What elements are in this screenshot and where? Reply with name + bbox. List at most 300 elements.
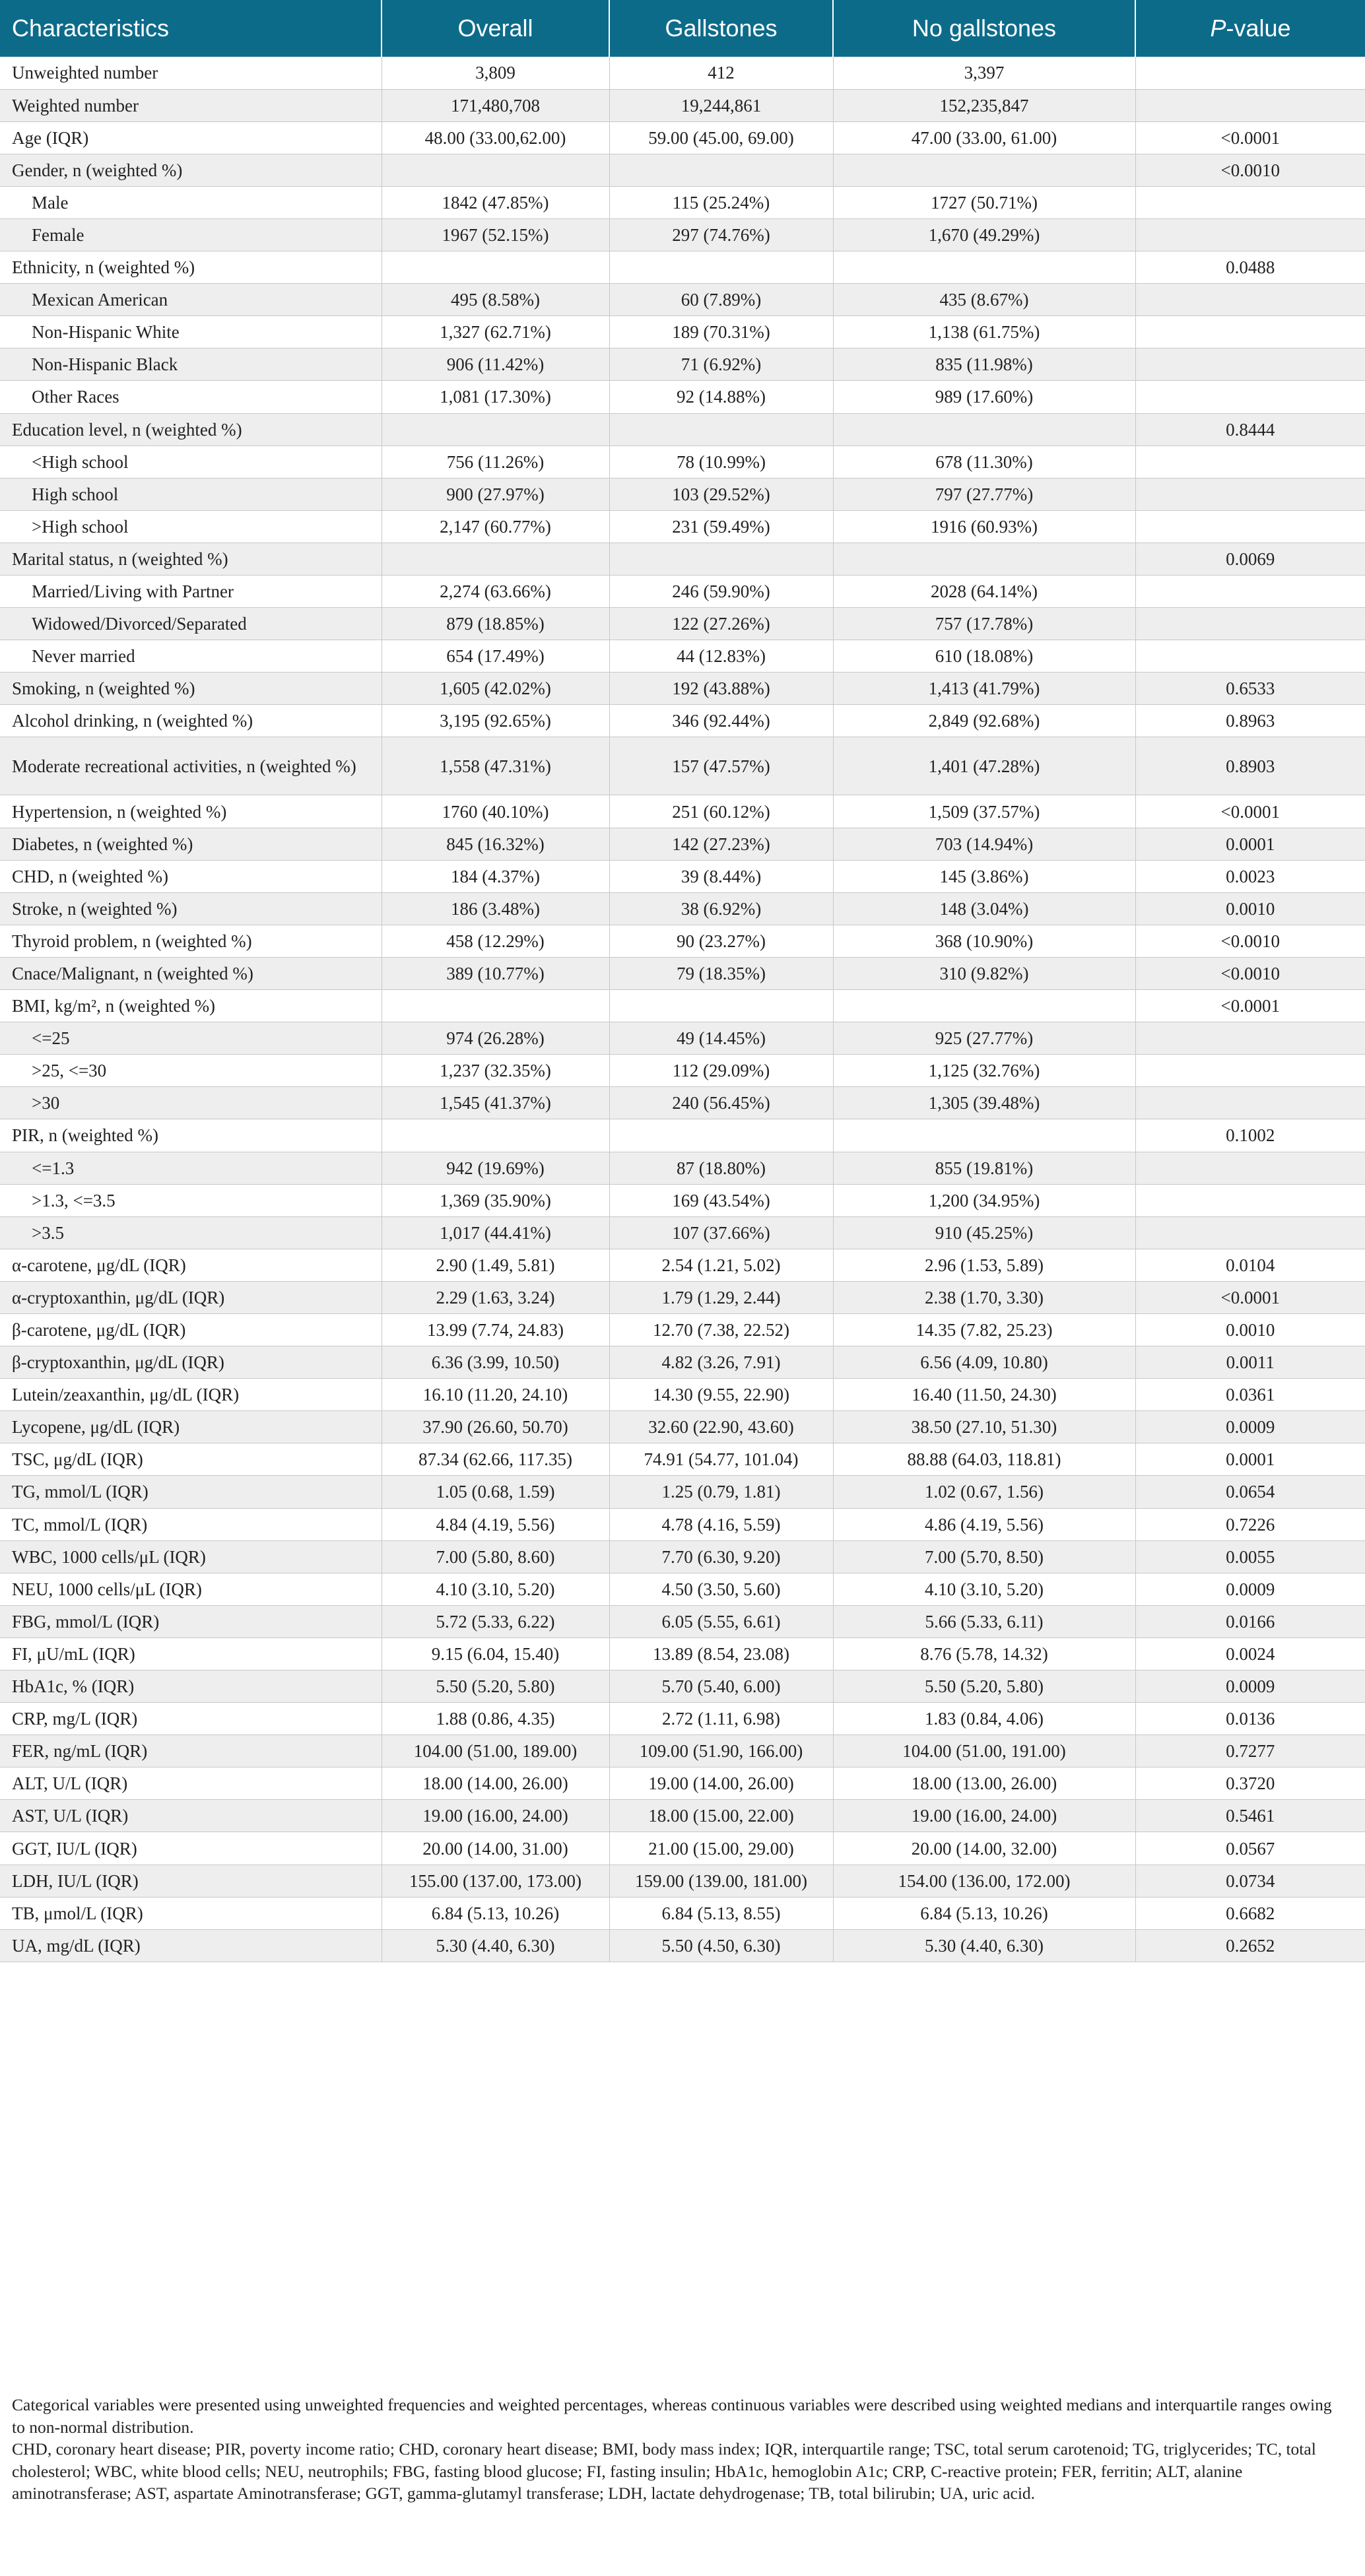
cell-gallstones: 7.70 (6.30, 9.20)	[609, 1540, 833, 1573]
cell-gallstones	[609, 413, 833, 446]
table-row	[0, 673, 1365, 705]
table-row	[0, 218, 1365, 251]
row-label: Thyroid problem, n (weighted %)	[0, 925, 382, 957]
header-p-value	[1135, 0, 1365, 57]
cell-no-gallstones: 1,305 (39.48%)	[833, 1087, 1135, 1119]
cell-p-value: <0.0001	[1135, 990, 1365, 1022]
cell-p-value	[1135, 1087, 1365, 1119]
cell-p-value: 0.2652	[1135, 1929, 1365, 1962]
row-label: Female	[0, 218, 382, 251]
table-row	[0, 413, 1365, 446]
row-label: Unweighted number	[0, 57, 382, 89]
cell-p-value: 0.0567	[1135, 1832, 1365, 1865]
row-label: FER, ng/mL (IQR)	[0, 1735, 382, 1767]
table-row	[0, 1605, 1365, 1637]
cell-gallstones: 38 (6.92%)	[609, 892, 833, 925]
cell-no-gallstones: 1,670 (49.29%)	[833, 218, 1135, 251]
cell-p-value	[1135, 316, 1365, 348]
cell-overall: 37.90 (26.60, 50.70)	[382, 1411, 609, 1443]
table-row	[0, 860, 1365, 892]
row-label: Lutein/zeaxanthin, μg/dL (IQR)	[0, 1379, 382, 1411]
cell-p-value	[1135, 640, 1365, 673]
cell-no-gallstones: 797 (27.77%)	[833, 478, 1135, 510]
cell-p-value	[1135, 1184, 1365, 1216]
cell-p-value: 0.0488	[1135, 251, 1365, 284]
table-row	[0, 121, 1365, 154]
cell-overall: 18.00 (14.00, 26.00)	[382, 1767, 609, 1800]
row-label: CHD, n (weighted %)	[0, 860, 382, 892]
cell-no-gallstones: 16.40 (11.50, 24.30)	[833, 1379, 1135, 1411]
cell-p-value: 0.0654	[1135, 1476, 1365, 1508]
cell-no-gallstones	[833, 1119, 1135, 1152]
header-characteristics: Characteristics	[0, 0, 382, 57]
row-label: ALT, U/L (IQR)	[0, 1767, 382, 1800]
cell-overall: 87.34 (62.66, 117.35)	[382, 1443, 609, 1476]
header-row	[0, 0, 1365, 57]
cell-no-gallstones: 610 (18.08%)	[833, 640, 1135, 673]
cell-gallstones: 21.00 (15.00, 29.00)	[609, 1832, 833, 1865]
cell-p-value: 0.8903	[1135, 737, 1365, 795]
cell-overall: 458 (12.29%)	[382, 925, 609, 957]
table-row	[0, 1800, 1365, 1832]
table-row	[0, 640, 1365, 673]
cell-no-gallstones: 145 (3.86%)	[833, 860, 1135, 892]
cell-no-gallstones: 1,413 (41.79%)	[833, 673, 1135, 705]
cell-overall: 7.00 (5.80, 8.60)	[382, 1540, 609, 1573]
table-row	[0, 1346, 1365, 1379]
row-label: Lycopene, μg/dL (IQR)	[0, 1411, 382, 1443]
row-label: Stroke, n (weighted %)	[0, 892, 382, 925]
cell-p-value	[1135, 57, 1365, 89]
table-row	[0, 1022, 1365, 1055]
cell-gallstones: 109.00 (51.90, 166.00)	[609, 1735, 833, 1767]
row-label: Gender, n (weighted %)	[0, 154, 382, 186]
cell-overall: 1842 (47.85%)	[382, 186, 609, 218]
cell-p-value: 0.0009	[1135, 1411, 1365, 1443]
row-label: FI, μU/mL (IQR)	[0, 1637, 382, 1670]
cell-no-gallstones: 4.86 (4.19, 5.56)	[833, 1508, 1135, 1540]
table-row	[0, 89, 1365, 121]
cell-no-gallstones: 1727 (50.71%)	[833, 186, 1135, 218]
table-row	[0, 1119, 1365, 1152]
cell-no-gallstones: 855 (19.81%)	[833, 1152, 1135, 1184]
cell-no-gallstones: 1,509 (37.57%)	[833, 795, 1135, 828]
cell-overall: 1.05 (0.68, 1.59)	[382, 1476, 609, 1508]
cell-no-gallstones: 925 (27.77%)	[833, 1022, 1135, 1055]
cell-gallstones: 74.91 (54.77, 101.04)	[609, 1443, 833, 1476]
cell-no-gallstones: 6.56 (4.09, 10.80)	[833, 1346, 1135, 1379]
table-row	[0, 828, 1365, 860]
cell-no-gallstones: 47.00 (33.00, 61.00)	[833, 121, 1135, 154]
cell-overall	[382, 990, 609, 1022]
cell-p-value: 0.6682	[1135, 1897, 1365, 1929]
cell-gallstones: 39 (8.44%)	[609, 860, 833, 892]
cell-gallstones: 412	[609, 57, 833, 89]
cell-overall: 1,558 (47.31%)	[382, 737, 609, 795]
table-row	[0, 1573, 1365, 1605]
cell-no-gallstones: 5.50 (5.20, 5.80)	[833, 1670, 1135, 1703]
cell-no-gallstones	[833, 413, 1135, 446]
row-label: Male	[0, 186, 382, 218]
row-label: Hypertension, n (weighted %)	[0, 795, 382, 828]
cell-p-value	[1135, 510, 1365, 543]
cell-overall: 155.00 (137.00, 173.00)	[382, 1865, 609, 1897]
table-row	[0, 1508, 1365, 1540]
row-label: Smoking, n (weighted %)	[0, 673, 382, 705]
row-label: TSC, μg/dL (IQR)	[0, 1443, 382, 1476]
table-row	[0, 1216, 1365, 1249]
cell-p-value	[1135, 381, 1365, 413]
cell-no-gallstones	[833, 251, 1135, 284]
cell-p-value: 0.0166	[1135, 1605, 1365, 1637]
cell-overall: 1,369 (35.90%)	[382, 1184, 609, 1216]
row-label: β-carotene, μg/dL (IQR)	[0, 1313, 382, 1346]
cell-no-gallstones: 1916 (60.93%)	[833, 510, 1135, 543]
cell-no-gallstones: 5.30 (4.40, 6.30)	[833, 1929, 1135, 1962]
cell-gallstones: 87 (18.80%)	[609, 1152, 833, 1184]
cell-p-value: <0.0001	[1135, 795, 1365, 828]
cell-no-gallstones: 1,138 (61.75%)	[833, 316, 1135, 348]
cell-p-value	[1135, 284, 1365, 316]
cell-p-value	[1135, 1152, 1365, 1184]
cell-p-value: 0.0009	[1135, 1670, 1365, 1703]
cell-no-gallstones: 8.76 (5.78, 14.32)	[833, 1637, 1135, 1670]
table-row	[0, 1897, 1365, 1929]
table-row	[0, 925, 1365, 957]
cell-p-value: 0.0023	[1135, 860, 1365, 892]
table-row	[0, 1832, 1365, 1865]
footnote-abbreviations: CHD, coronary heart disease; PIR, poverty income ratio; CHD, coronary heart disease; BMI, body mass index; IQR, interquartile range; TSC, total serum carotenoid; TG, triglycerides; TC, total cholesterol; WBC, white blood cells; NEU, neutrophils; FBG, fasting blood glucose; FI, fasting insulin; HbA1c, hemoglobin A1c; CRP, C-reactive protein; FER, ferritin; ALT, alanine aminotransferase; AST, aspartate Aminotransferase; GGT, gamma-glutamyl transferase; LDH, lactate dehydrogenase; TB, total bilirubin; UA, uric acid.	[12, 2439, 1316, 2503]
table-row	[0, 1476, 1365, 1508]
cell-p-value: 0.0104	[1135, 1249, 1365, 1281]
cell-p-value	[1135, 608, 1365, 640]
row-label: Ethnicity, n (weighted %)	[0, 251, 382, 284]
cell-overall: 900 (27.97%)	[382, 478, 609, 510]
cell-p-value	[1135, 478, 1365, 510]
cell-no-gallstones: 18.00 (13.00, 26.00)	[833, 1767, 1135, 1800]
row-label: >High school	[0, 510, 382, 543]
cell-no-gallstones: 14.35 (7.82, 25.23)	[833, 1313, 1135, 1346]
table-row	[0, 154, 1365, 186]
row-label: TC, mmol/L (IQR)	[0, 1508, 382, 1540]
cell-no-gallstones: 154.00 (136.00, 172.00)	[833, 1865, 1135, 1897]
row-label: NEU, 1000 cells/μL (IQR)	[0, 1573, 382, 1605]
cell-p-value	[1135, 186, 1365, 218]
cell-overall: 1,327 (62.71%)	[382, 316, 609, 348]
cell-gallstones: 1.25 (0.79, 1.81)	[609, 1476, 833, 1508]
cell-overall: 9.15 (6.04, 15.40)	[382, 1637, 609, 1670]
cell-gallstones: 1.79 (1.29, 2.44)	[609, 1281, 833, 1313]
cell-gallstones: 189 (70.31%)	[609, 316, 833, 348]
cell-no-gallstones: 88.88 (64.03, 118.81)	[833, 1443, 1135, 1476]
cell-gallstones	[609, 1119, 833, 1152]
cell-overall: 1,545 (41.37%)	[382, 1087, 609, 1119]
row-label: WBC, 1000 cells/μL (IQR)	[0, 1540, 382, 1573]
cell-gallstones: 251 (60.12%)	[609, 795, 833, 828]
cell-overall	[382, 251, 609, 284]
cell-p-value: 0.3720	[1135, 1767, 1365, 1800]
cell-gallstones	[609, 154, 833, 186]
cell-gallstones	[609, 990, 833, 1022]
cell-overall: 5.50 (5.20, 5.80)	[382, 1670, 609, 1703]
row-label: Alcohol drinking, n (weighted %)	[0, 705, 382, 737]
table-row	[0, 1540, 1365, 1573]
cell-no-gallstones: 19.00 (16.00, 24.00)	[833, 1800, 1135, 1832]
cell-gallstones: 6.05 (5.55, 6.61)	[609, 1605, 833, 1637]
cell-gallstones: 32.60 (22.90, 43.60)	[609, 1411, 833, 1443]
cell-gallstones: 44 (12.83%)	[609, 640, 833, 673]
table-row	[0, 446, 1365, 478]
cell-overall: 13.99 (7.74, 24.83)	[382, 1313, 609, 1346]
cell-gallstones: 246 (59.90%)	[609, 576, 833, 608]
cell-gallstones: 12.70 (7.38, 22.52)	[609, 1313, 833, 1346]
cell-p-value	[1135, 218, 1365, 251]
table-row	[0, 57, 1365, 89]
cell-no-gallstones: 368 (10.90%)	[833, 925, 1135, 957]
row-label: >30	[0, 1087, 382, 1119]
row-label: β-cryptoxanthin, μg/dL (IQR)	[0, 1346, 382, 1379]
table-row	[0, 737, 1365, 795]
table-row	[0, 1313, 1365, 1346]
table-row	[0, 957, 1365, 989]
cell-gallstones: 78 (10.99%)	[609, 446, 833, 478]
cell-no-gallstones: 148 (3.04%)	[833, 892, 1135, 925]
cell-overall	[382, 543, 609, 575]
cell-gallstones: 6.84 (5.13, 8.55)	[609, 1897, 833, 1929]
cell-overall: 879 (18.85%)	[382, 608, 609, 640]
cell-gallstones: 13.89 (8.54, 23.08)	[609, 1637, 833, 1670]
cell-overall	[382, 154, 609, 186]
cell-overall: 1,237 (32.35%)	[382, 1055, 609, 1087]
cell-gallstones	[609, 251, 833, 284]
cell-gallstones: 115 (25.24%)	[609, 186, 833, 218]
cell-p-value	[1135, 89, 1365, 121]
table-row	[0, 892, 1365, 925]
cell-gallstones: 2.54 (1.21, 5.02)	[609, 1249, 833, 1281]
cell-no-gallstones: 7.00 (5.70, 8.50)	[833, 1540, 1135, 1573]
cell-overall: 1,017 (44.41%)	[382, 1216, 609, 1249]
cell-no-gallstones: 757 (17.78%)	[833, 608, 1135, 640]
cell-gallstones: 4.82 (3.26, 7.91)	[609, 1346, 833, 1379]
row-label: α-cryptoxanthin, μg/dL (IQR)	[0, 1281, 382, 1313]
cell-overall: 48.00 (33.00,62.00)	[382, 121, 609, 154]
row-label: PIR, n (weighted %)	[0, 1119, 382, 1152]
table-row	[0, 608, 1365, 640]
header-p-letter: P	[1210, 15, 1226, 42]
cell-p-value: 0.5461	[1135, 1800, 1365, 1832]
cell-p-value	[1135, 348, 1365, 381]
cell-gallstones: 71 (6.92%)	[609, 348, 833, 381]
table-row	[0, 795, 1365, 828]
cell-overall: 495 (8.58%)	[382, 284, 609, 316]
table-row	[0, 478, 1365, 510]
cell-gallstones: 240 (56.45%)	[609, 1087, 833, 1119]
table-row	[0, 1055, 1365, 1087]
row-label: FBG, mmol/L (IQR)	[0, 1605, 382, 1637]
header-overall: Overall	[382, 0, 609, 57]
cell-p-value: <0.0001	[1135, 1281, 1365, 1313]
cell-overall: 756 (11.26%)	[382, 446, 609, 478]
cell-gallstones: 231 (59.49%)	[609, 510, 833, 543]
cell-gallstones: 59.00 (45.00, 69.00)	[609, 121, 833, 154]
row-label: <High school	[0, 446, 382, 478]
cell-p-value: 0.0010	[1135, 1313, 1365, 1346]
cell-p-value: 0.0055	[1135, 1540, 1365, 1573]
row-label: >1.3, <=3.5	[0, 1184, 382, 1216]
cell-gallstones: 49 (14.45%)	[609, 1022, 833, 1055]
cell-gallstones: 346 (92.44%)	[609, 705, 833, 737]
cell-p-value	[1135, 1022, 1365, 1055]
cell-p-value: 0.1002	[1135, 1119, 1365, 1152]
cell-p-value: 0.0361	[1135, 1379, 1365, 1411]
cell-gallstones: 192 (43.88%)	[609, 673, 833, 705]
cell-no-gallstones	[833, 154, 1135, 186]
table-row	[0, 1767, 1365, 1800]
table-row	[0, 990, 1365, 1022]
cell-no-gallstones: 1,200 (34.95%)	[833, 1184, 1135, 1216]
cell-no-gallstones	[833, 543, 1135, 575]
cell-p-value: <0.0010	[1135, 957, 1365, 989]
cell-gallstones: 90 (23.27%)	[609, 925, 833, 957]
row-label: >3.5	[0, 1216, 382, 1249]
row-label: Widowed/Divorced/Separated	[0, 608, 382, 640]
footnote-method: Categorical variables were presented using unweighted frequencies and weighted percentages, whereas continuous variables were described using weighted medians and interquartile ranges owing to non-normal distribution.	[12, 2395, 1332, 2437]
header-gallstones: Gallstones	[609, 0, 833, 57]
row-label: AST, U/L (IQR)	[0, 1800, 382, 1832]
cell-no-gallstones: 6.84 (5.13, 10.26)	[833, 1897, 1135, 1929]
row-label: Mexican American	[0, 284, 382, 316]
cell-no-gallstones: 1,125 (32.76%)	[833, 1055, 1135, 1087]
cell-gallstones: 297 (74.76%)	[609, 218, 833, 251]
cell-overall: 16.10 (11.20, 24.10)	[382, 1379, 609, 1411]
table-row	[0, 1184, 1365, 1216]
table-row	[0, 1379, 1365, 1411]
cell-overall: 4.84 (4.19, 5.56)	[382, 1508, 609, 1540]
table-row	[0, 705, 1365, 737]
cell-gallstones: 14.30 (9.55, 22.90)	[609, 1379, 833, 1411]
cell-p-value: <0.0001	[1135, 121, 1365, 154]
table-row	[0, 510, 1365, 543]
cell-p-value	[1135, 576, 1365, 608]
cell-gallstones: 79 (18.35%)	[609, 957, 833, 989]
cell-no-gallstones: 104.00 (51.00, 191.00)	[833, 1735, 1135, 1767]
table-row	[0, 381, 1365, 413]
cell-p-value: <0.0010	[1135, 154, 1365, 186]
cell-no-gallstones: 2028 (64.14%)	[833, 576, 1135, 608]
cell-no-gallstones: 152,235,847	[833, 89, 1135, 121]
cell-overall: 20.00 (14.00, 31.00)	[382, 1832, 609, 1865]
row-label: TG, mmol/L (IQR)	[0, 1476, 382, 1508]
table-row	[0, 186, 1365, 218]
table-footnotes	[12, 2394, 1345, 2505]
cell-p-value	[1135, 1216, 1365, 1249]
row-label: UA, mg/dL (IQR)	[0, 1929, 382, 1962]
cell-overall: 171,480,708	[382, 89, 609, 121]
cell-gallstones: 2.72 (1.11, 6.98)	[609, 1703, 833, 1735]
table-row	[0, 576, 1365, 608]
cell-gallstones: 4.50 (3.50, 5.60)	[609, 1573, 833, 1605]
cell-no-gallstones: 20.00 (14.00, 32.00)	[833, 1832, 1135, 1865]
table-row	[0, 1087, 1365, 1119]
cell-gallstones: 103 (29.52%)	[609, 478, 833, 510]
cell-p-value	[1135, 1055, 1365, 1087]
table-row	[0, 348, 1365, 381]
cell-gallstones: 107 (37.66%)	[609, 1216, 833, 1249]
cell-overall: 2,147 (60.77%)	[382, 510, 609, 543]
cell-p-value: 0.7226	[1135, 1508, 1365, 1540]
row-label: Diabetes, n (weighted %)	[0, 828, 382, 860]
table-row	[0, 1443, 1365, 1476]
table-row	[0, 1637, 1365, 1670]
cell-p-value: 0.6533	[1135, 673, 1365, 705]
cell-overall: 5.30 (4.40, 6.30)	[382, 1929, 609, 1962]
row-label: HbA1c, % (IQR)	[0, 1670, 382, 1703]
table-row	[0, 1281, 1365, 1313]
cell-p-value: 0.0001	[1135, 1443, 1365, 1476]
row-label: >25, <=30	[0, 1055, 382, 1087]
cell-overall: 186 (3.48%)	[382, 892, 609, 925]
cell-no-gallstones: 5.66 (5.33, 6.11)	[833, 1605, 1135, 1637]
cell-gallstones: 60 (7.89%)	[609, 284, 833, 316]
table-row	[0, 1249, 1365, 1281]
cell-overall: 2,274 (63.66%)	[382, 576, 609, 608]
table-row	[0, 543, 1365, 575]
table-header	[0, 0, 1365, 57]
cell-overall: 974 (26.28%)	[382, 1022, 609, 1055]
cell-gallstones: 169 (43.54%)	[609, 1184, 833, 1216]
cell-gallstones: 122 (27.26%)	[609, 608, 833, 640]
table-row	[0, 1735, 1365, 1767]
cell-overall: 1,081 (17.30%)	[382, 381, 609, 413]
cell-gallstones	[609, 543, 833, 575]
row-label: LDH, IU/L (IQR)	[0, 1865, 382, 1897]
cell-p-value: 0.8963	[1135, 705, 1365, 737]
cell-overall: 6.84 (5.13, 10.26)	[382, 1897, 609, 1929]
cell-gallstones: 142 (27.23%)	[609, 828, 833, 860]
cell-overall: 389 (10.77%)	[382, 957, 609, 989]
table-row	[0, 316, 1365, 348]
row-label: High school	[0, 478, 382, 510]
header-no-gallstones: No gallstones	[833, 0, 1135, 57]
table-row	[0, 1411, 1365, 1443]
cell-no-gallstones: 38.50 (27.10, 51.30)	[833, 1411, 1135, 1443]
cell-gallstones: 4.78 (4.16, 5.59)	[609, 1508, 833, 1540]
cell-overall: 3,195 (92.65%)	[382, 705, 609, 737]
cell-p-value	[1135, 446, 1365, 478]
cell-no-gallstones: 703 (14.94%)	[833, 828, 1135, 860]
row-label: Age (IQR)	[0, 121, 382, 154]
cell-gallstones: 157 (47.57%)	[609, 737, 833, 795]
cell-overall: 845 (16.32%)	[382, 828, 609, 860]
cell-gallstones: 92 (14.88%)	[609, 381, 833, 413]
cell-no-gallstones: 1.02 (0.67, 1.56)	[833, 1476, 1135, 1508]
row-label: <=1.3	[0, 1152, 382, 1184]
cell-overall: 19.00 (16.00, 24.00)	[382, 1800, 609, 1832]
cell-gallstones: 112 (29.09%)	[609, 1055, 833, 1087]
cell-overall: 1.88 (0.86, 4.35)	[382, 1703, 609, 1735]
cell-p-value: 0.7277	[1135, 1735, 1365, 1767]
row-label: Non-Hispanic White	[0, 316, 382, 348]
cell-p-value: 0.0734	[1135, 1865, 1365, 1897]
cell-overall: 2.29 (1.63, 3.24)	[382, 1281, 609, 1313]
cell-no-gallstones: 835 (11.98%)	[833, 348, 1135, 381]
table-row	[0, 1152, 1365, 1184]
cell-overall	[382, 1119, 609, 1152]
cell-no-gallstones	[833, 990, 1135, 1022]
cell-overall: 1760 (40.10%)	[382, 795, 609, 828]
row-label: Moderate recreational activities, n (weighted %)	[0, 737, 382, 795]
cell-overall: 1,605 (42.02%)	[382, 673, 609, 705]
